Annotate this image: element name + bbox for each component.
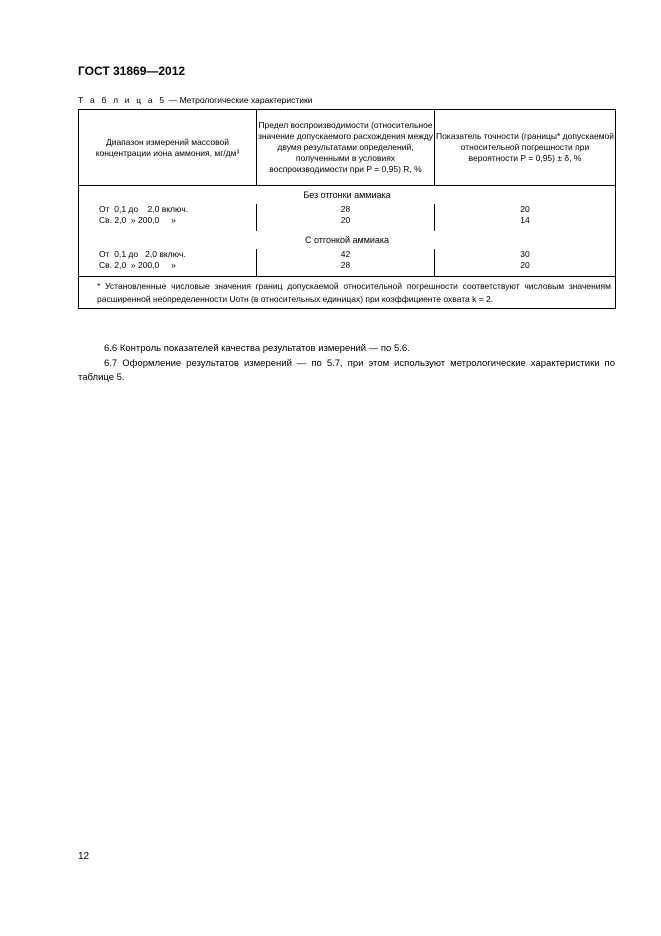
accuracy-cell: 20 [435,260,616,271]
table-footnote [79,277,616,309]
range-cell: Св. 2,0 » 200,0 » [79,260,257,271]
page-number: 12 [78,851,90,862]
metrology-table [78,109,616,309]
reproducibility-cell: 20 [257,215,435,226]
paragraph-6-7: 6.7 Оформление результатов измерений — по 5.7, при этом используют метрологические характеристики по таблице 5. [78,358,615,383]
range-cell: От 0,1 до 2,0 включ. [79,204,257,215]
table-caption-text: — Метрологические характеристики [166,95,313,105]
column-header-range: Диапазон измерений массовой концентрации иона аммония, мг/дм³ [79,110,257,186]
reproducibility-cell: 28 [257,204,435,215]
accuracy-cell: 14 [435,215,616,226]
column-header-accuracy: Показатель точности (границы* допускаемой относительной погрешности при вероятности P = 0,95) ± δ, % [435,110,616,186]
accuracy-cell: 30 [435,249,616,260]
range-cell: От 0,1 до 2,0 включ. [79,249,257,260]
paragraph-6-6: 6.6 Контроль показателей качества результатов измерений — по 5.6. [104,343,410,354]
section-title-with-distillation: С отгонкой аммиака [79,231,616,249]
document-header: ГОСТ 31869—2012 [78,64,186,78]
table-caption [78,95,312,105]
section-title-without-distillation: Без отгонки аммиака [79,186,616,205]
reproducibility-cell: 28 [257,260,435,271]
footnote-text: * Установленные числовые значения границ допускаемой относительной погрешности соответствуют числовым значениям расширенной неопределенности Uотн (в относительных единицах) при коэффициенте охвата k = 2. [97,281,611,304]
range-cell: Св. 2,0 » 200,0 » [79,215,257,226]
reproducibility-cell: 42 [257,249,435,260]
table-caption-prefix: Т а б л и ц а 5 [78,95,167,105]
column-header-reproducibility: Предел воспроизводимости (относительное значение допускаемого расхождения между двумя результатами определений, полученными в условиях воспроизводимости при P = 0,95) R, % [257,110,435,186]
accuracy-cell: 20 [435,204,616,215]
